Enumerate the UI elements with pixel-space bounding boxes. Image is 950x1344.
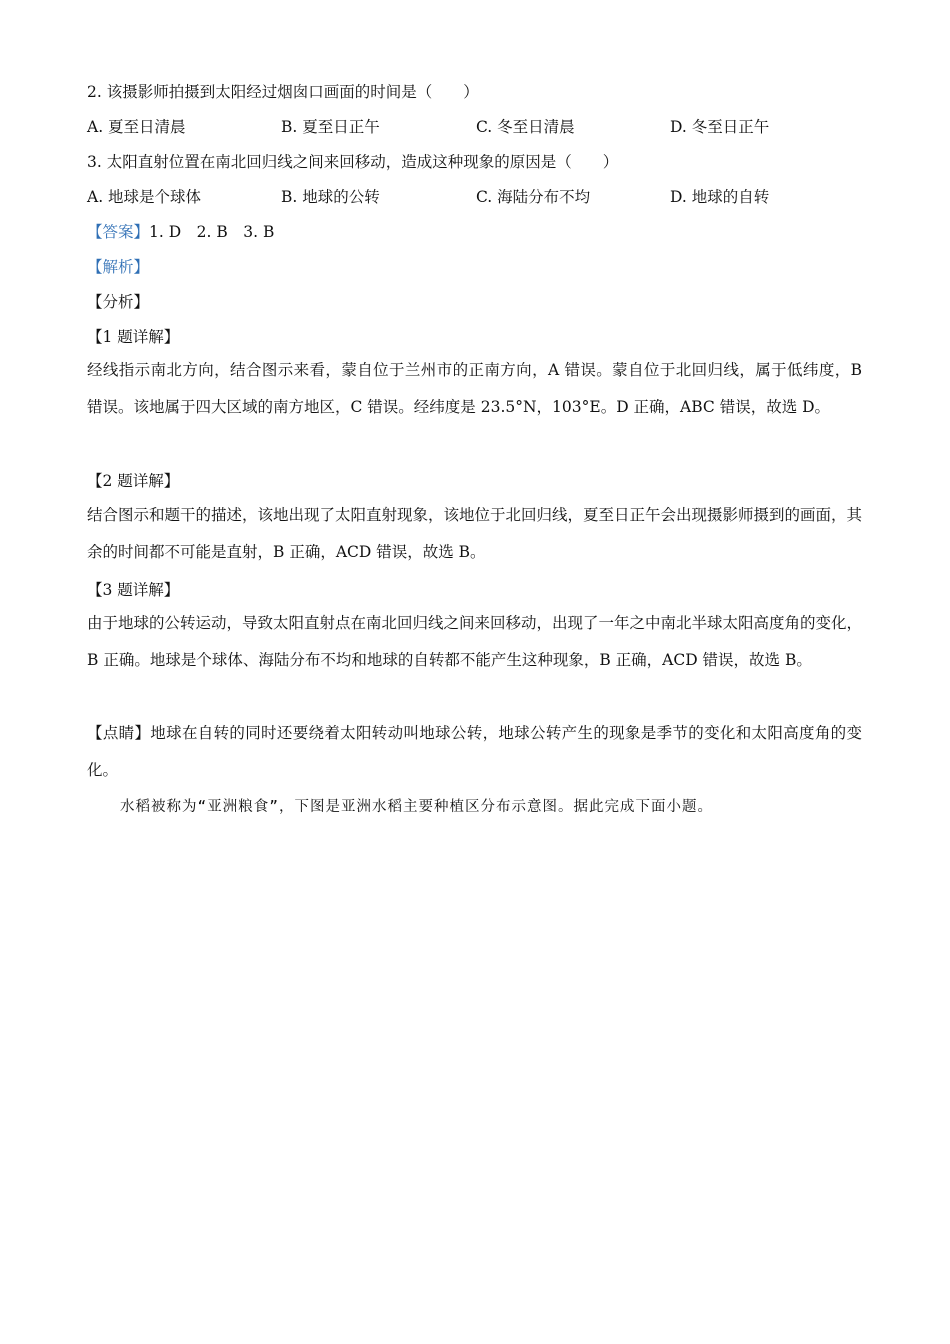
fenxi-label: 【分析】: [87, 293, 150, 311]
rice-question-intro: 水稻被称为“亚洲粮食”，下图是亚洲水稻主要种植区分布示意图。据此完成下面小题。: [120, 799, 713, 815]
dianjing-label: 【点睛】: [87, 724, 151, 742]
dianjing-text: 地球在自转的同时还要绕着太阳转动叫地球公转，地球公转产生的现象是季节的变化和太阳高度角的变化。: [87, 724, 862, 779]
q3-option-b: B. 地球的公转: [281, 188, 380, 206]
q3-option-a: A. 地球是个球体: [87, 188, 202, 206]
detail-2-label: 【2 题详解】: [87, 472, 180, 490]
q2-option-a: A. 夏至日清晨: [87, 118, 186, 136]
analysis-label: 【解析】: [87, 258, 150, 276]
q2-option-c: C. 冬至日清晨: [476, 118, 575, 136]
question-2-stem: 2. 该摄影师拍摄到太阳经过烟囱口画面的时间是（ ）: [87, 83, 479, 101]
answer-line: [87, 222, 274, 242]
question-3-stem: 3. 太阳直射位置在南北回归线之间来回移动，造成这种现象的原因是（ ）: [87, 153, 619, 171]
q2-option-d: D. 冬至日正午: [670, 118, 770, 136]
q3-option-c: C. 海陆分布不均: [476, 188, 591, 206]
detail-1-label: 【1 题详解】: [87, 328, 180, 346]
dianjing-paragraph: [87, 715, 862, 789]
detail-2-text: 结合图示和题干的描述，该地出现了太阳直射现象，该地位于北回归线，夏至日正午会出现摄影师摄到的画面，其余的时间都不可能是直射，B 正确，ACD 错误，故选 B。: [87, 506, 863, 561]
detail-1-text: 经线指示南北方向，结合图示来看，蒙自位于兰州市的正南方向，A 错误。蒙自位于北回归线，属于低纬度，B 错误。该地属于四大区域的南方地区，C 错误。经纬度是 23.5°N，103°E。D 正确，ABC 错误，故选 D。: [87, 361, 862, 416]
q2-option-b: B. 夏至日正午: [281, 118, 380, 136]
detail-3-label: 【3 题详解】: [87, 581, 180, 599]
q3-option-d: D. 地球的自转: [670, 188, 770, 206]
detail-3-text: 由于地球的公转运动，导致太阳直射点在南北回归线之间来回移动，出现了一年之中南北半球太阳高度角的变化，B 正确。地球是个球体、海陆分布不均和地球的自转都不能产生这种现象，B 正确，ACD 错误，故选 B。: [87, 614, 863, 669]
answer-label: 【答案】: [87, 223, 150, 241]
answer-text: 1. D 2. B 3. B: [149, 223, 275, 241]
